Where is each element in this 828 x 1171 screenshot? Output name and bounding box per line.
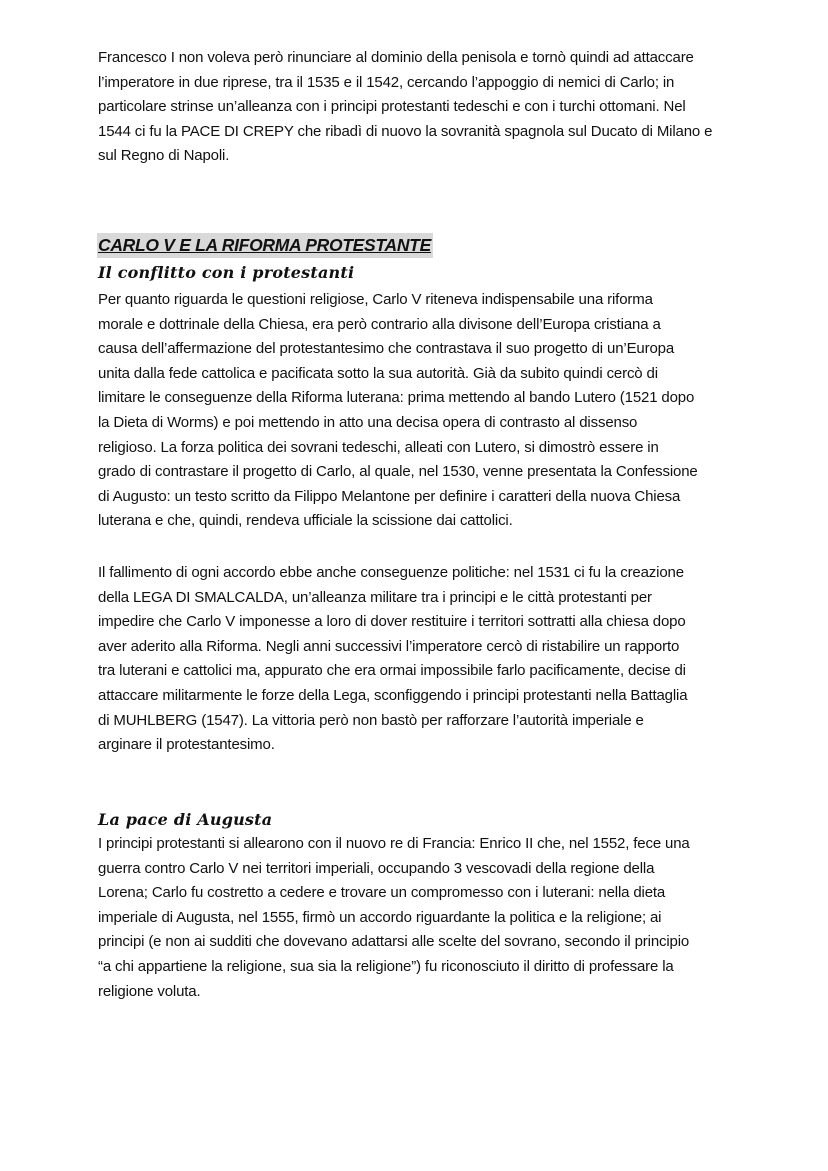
text-line: principi (e non ai sudditi che dovevano adattarsi alle scelte del sovrano, secondo il principio xyxy=(98,933,690,951)
text-line: 1544 ci fu la PACE DI CREPY che ribadì di nuovo la sovranità spagnola sul Ducato di Milano e xyxy=(98,122,713,140)
text-line: particolare strinse un’alleanza con i principi protestanti tedeschi e con i turchi ottomani. Nel xyxy=(98,98,686,116)
intro-paragraph xyxy=(98,46,712,169)
paragraph-conflitto-1 xyxy=(98,288,698,534)
text-line: l’imperatore in due riprese, tra il 1535 e il 1542, cercando l’appoggio di nemici di Carlo; in xyxy=(98,73,675,91)
text-line: unita dalla fede cattolica e pacificata sotto la sua autorità. Già da subito quindi cercò di xyxy=(98,364,658,382)
text-line: sul Regno di Napoli. xyxy=(98,147,230,165)
text-line: arginare il protestantesimo. xyxy=(98,736,275,754)
paragraph-conflitto-2 xyxy=(98,561,687,758)
text-line: Lorena; Carlo fu costretto a cedere e trovare un compromesso con i luterani: nella dieta xyxy=(98,884,666,902)
text-line: attaccare militarmente le forze della Lega, sconfiggendo i principi protestanti nella Battaglia xyxy=(98,686,688,704)
paragraph-pace-augusta xyxy=(98,832,690,1004)
text-line: tra luterani e cattolici ma, appurato che era ormai impossibile farlo pacificamente, decise di xyxy=(98,662,686,680)
section-heading: CARLO V E LA RIFORMA PROTESTANTE xyxy=(97,233,433,258)
text-line: grado di contrastare il progetto di Carlo, al quale, nel 1530, venne presentata la Confessione xyxy=(98,463,698,481)
text-line: I principi protestanti si allearono con il nuovo re di Francia: Enrico II che, nel 1552, fece una xyxy=(98,835,690,852)
text-line: “a chi appartiene la religione, sua sia la religione”) fu riconosciuto il diritto di professare la xyxy=(98,957,674,975)
text-line: limitare le conseguenze della Riforma luterana: prima mettendo al bando Lutero (1521 dopo xyxy=(98,389,695,407)
subheading-pace-augusta: La pace di Augusta xyxy=(98,810,273,829)
text-line: luterana e che, quindi, rendeva ufficiale la scissione dai cattolici. xyxy=(98,512,513,530)
text-line: di MUHLBERG (1547). La vittoria però non bastò per rafforzare l’autorità imperiale e xyxy=(98,711,644,729)
text-line: aver aderito alla Riforma. Negli anni successivi l’imperatore cercò di ristabilire un rapporto xyxy=(98,637,680,655)
text-line: imperiale di Augusta, nel 1555, firmò un accordo riguardante la politica e la religione; ai xyxy=(98,908,662,926)
text-line: morale e dottrinale della Chiesa, era però contrario alla divisone dell’Europa cristiana a xyxy=(98,315,661,333)
text-line: della LEGA DI SMALCALDA, un’alleanza militare tra i principi e le città protestanti per xyxy=(98,588,652,606)
text-line: causa dell’affermazione del protestantesimo che contrastava il suo progetto di un’Europa xyxy=(98,340,675,358)
text-line: religione voluta. xyxy=(98,982,201,1000)
text-line: religioso. La forza politica dei sovrani tedeschi, alleati con Lutero, si dimostrò essere in xyxy=(98,438,659,456)
text-line: impedire che Carlo V imponesse a loro di dover restituire i territori sottratti alla chiesa dopo xyxy=(98,613,686,631)
text-line: guerra contro Carlo V nei territori imperiali, occupando 3 vescovadi della regione della xyxy=(98,859,655,877)
text-line: di Augusto: un testo scritto da Filippo Melantone per definire i caratteri della nuova Chiesa xyxy=(98,487,681,505)
text-line: la Dieta di Worms) e poi mettendo in atto una decisa opera di contrasto al dissenso xyxy=(98,413,638,431)
text-line: Per quanto riguarda le questioni religiose, Carlo V riteneva indispensabile una riforma xyxy=(98,291,653,308)
subheading-conflitto: Il conflitto con i protestanti xyxy=(98,263,355,282)
text-line: Il fallimento di ogni accordo ebbe anche conseguenze politiche: nel 1531 ci fu la creazione xyxy=(98,564,684,581)
text-line: Francesco I non voleva però rinunciare al dominio della penisola e tornò quindi ad attaccare xyxy=(98,49,694,66)
